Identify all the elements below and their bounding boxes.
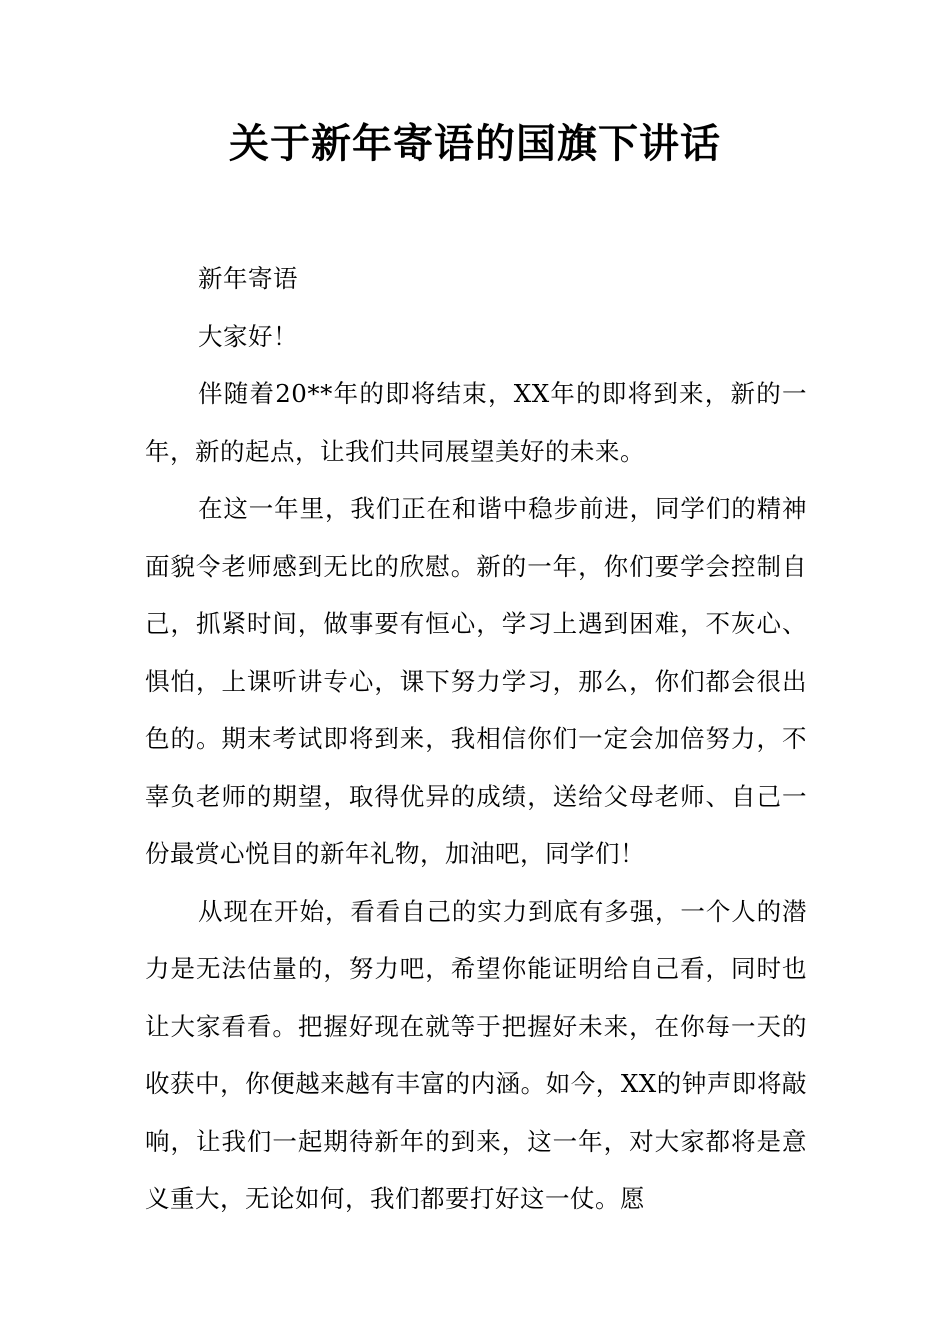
document-body [145, 250, 807, 1228]
document-title: 关于新年寄语的国旗下讲话 [229, 121, 721, 167]
paragraph-body: 从现在开始，看看自己的实力到底有多强，一个人的潜力是无法估量的，努力吧，希望你能证明给自己看，同时也让大家看看。把握好现在就等于把握好未来，在你每一天的收获中，你便越来越有丰富的内涵。如今，XX的钟声即将敲响，让我们一起期待新年的到来，这一年，对大家都将是意义重大，无论如何，我们都要打好这一仗。愿 [145, 896, 807, 1213]
paragraph-heading: 新年寄语 [198, 264, 298, 293]
paragraph-greeting: 大家好！ [198, 321, 298, 351]
paragraph-body: 在这一年里，我们正在和谐中稳步前进，同学们的精神面貌令老师感到无比的欣慰。新的一年，你们要学会控制自己，抓紧时间，做事要有恒心，学习上遇到困难，不灰心、惧怕，上课听讲专心，课下努力学习，那么，你们都会很出色的。期末考试即将到来，我相信你们一定会加倍努力，不辜负老师的期望，取得优异的成绩，送给父母老师、自己一份最赏心悦目的新年礼物，加油吧，同学们！ [145, 494, 807, 868]
paragraph-intro: 伴随着20**年的即将结束，XX年的即将到来，新的一年，新的起点，让我们共同展望美好的未来。 [145, 379, 807, 466]
